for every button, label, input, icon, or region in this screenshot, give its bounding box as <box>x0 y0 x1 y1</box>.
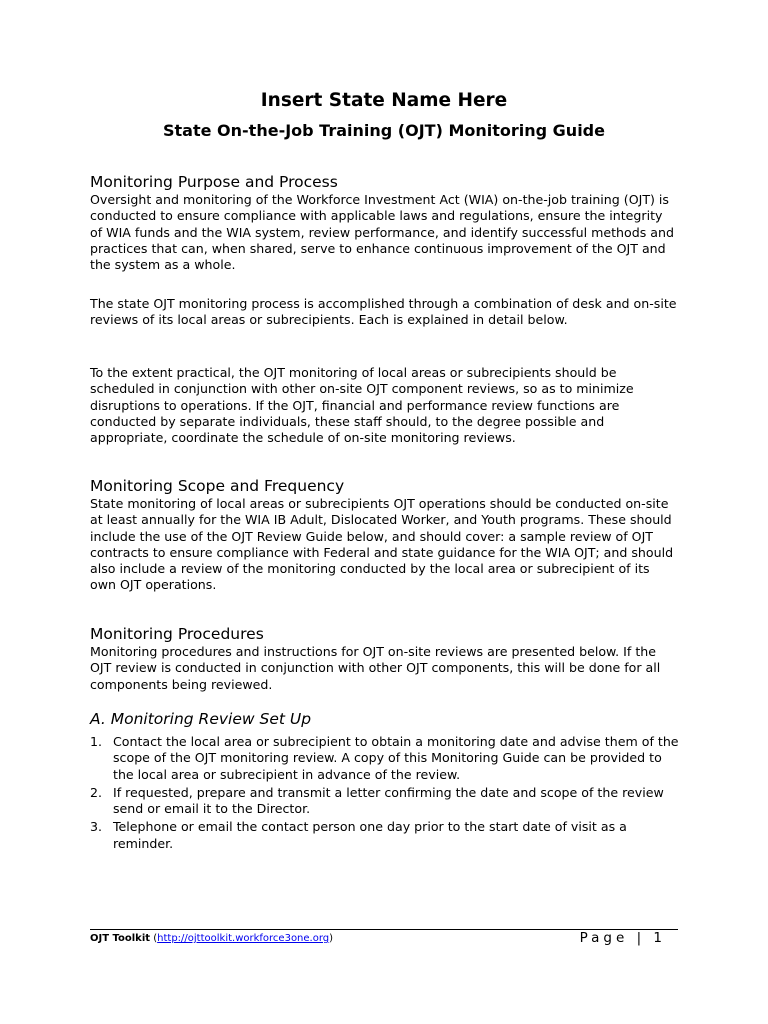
subsection-heading-a: A. Monitoring Review Set Up <box>90 710 312 728</box>
section-purpose <box>90 172 678 273</box>
section-heading-purpose: Monitoring Purpose and Process <box>90 173 338 191</box>
section-heading-procedures: Monitoring Procedures <box>90 625 264 643</box>
footer-link[interactable]: http://ojttoolkit.workforce3one.org <box>157 933 330 944</box>
document-subtitle: State On-the-Job Training (OJT) Monitoring Guide <box>163 121 605 140</box>
setup-steps-list <box>90 734 680 854</box>
paragraph-purpose-3-wrap <box>90 365 678 446</box>
list-item-number: 1. <box>90 734 103 749</box>
list-item-text: Telephone or email the contact person one day prior to the start date of visit as a reminder. <box>113 819 627 851</box>
document-title: Insert State Name Here <box>260 90 508 111</box>
list-item <box>90 785 680 818</box>
page-footer <box>90 930 678 946</box>
paragraph-purpose-2-wrap <box>90 296 678 329</box>
list-item <box>90 819 680 852</box>
subsection-a <box>90 710 678 728</box>
section-scope <box>90 476 678 594</box>
list-item <box>90 734 680 783</box>
page-number: Page | 1 <box>579 930 666 946</box>
list-item-number: 2. <box>90 784 103 800</box>
paragraph-procedures-1: Monitoring procedures and instructions for OJT on-site reviews are presented below. If the OJT review is conducted in conjunction with other OJT components, this will be done for all components being reviewed. <box>90 644 661 692</box>
list-item-number: 3. <box>90 819 103 835</box>
footer-label: OJT Toolkit <box>90 933 151 944</box>
paragraph-purpose-2: The state OJT monitoring process is accomplished through a combination of desk and on-site reviews of its local areas or subrecipients. Each is explained in detail below. <box>90 296 677 328</box>
paragraph-purpose-1: Oversight and monitoring of the Workforce Investment Act (WIA) on-the-job training (OJT) is conducted to ensure compliance with applicable laws and regulations, ensure the integrity of WIA funds and the WIA system, review performance, and identify successful methods and practices that can, when shared, serve to enhance continuous improvement of the OJT and the system as a whole. <box>90 192 674 273</box>
section-heading-scope: Monitoring Scope and Frequency <box>90 477 345 495</box>
list-item-text: If requested, prepare and transmit a letter confirming the date and scope of the review send or email it to the Director. <box>113 784 664 817</box>
paragraph-scope-1: State monitoring of local areas or subrecipients OJT operations should be conducted on-site at least annually for the WIA IB Adult, Dislocated Worker, and Youth programs. These should include the use of the OJT Review Guide below, and should cover: a sample review of OJT contracts to ensure compliance with Federal and state guidance for the WIA OJT; and should also include a review of the monitoring conducted by the local area or subrecipient of its own OJT operations. <box>90 496 674 593</box>
footer-open-paren: ( <box>150 933 158 944</box>
section-procedures <box>90 624 678 693</box>
footer-close-paren: ) <box>329 933 334 944</box>
paragraph-purpose-3: To the extent practical, the OJT monitoring of local areas or subrecipients should be scheduled in conjunction with other on-site OJT component reviews, so as to minimize disruptions to operations. If the OJT, financial and performance review functions are conducted by separate individuals, these staff should, to the degree possible and appropriate, coordinate the schedule of on-site monitoring reviews. <box>90 365 634 446</box>
list-item-text: Contact the local area or subrecipient to obtain a monitoring date and advise them of the scope of the OJT monitoring review. A copy of this Monitoring Guide can be provided to the local area or subrecipient in advance of the review. <box>113 734 679 782</box>
